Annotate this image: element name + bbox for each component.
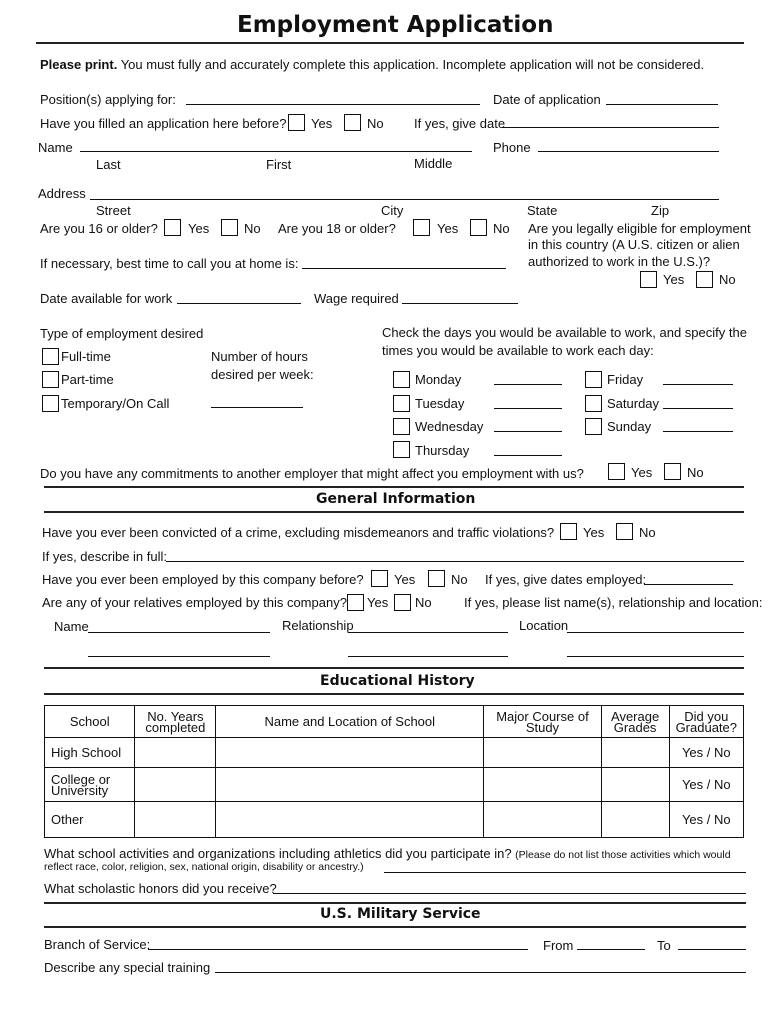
relatives-no-checkbox[interactable] bbox=[394, 594, 411, 611]
age18-label: Are you 18 or older? bbox=[278, 221, 396, 236]
employed-before-no-checkbox[interactable] bbox=[428, 570, 445, 587]
row-school-line-1: College or bbox=[51, 771, 111, 787]
row-graduate-cell[interactable]: Yes / No bbox=[669, 768, 743, 802]
branch-field[interactable] bbox=[148, 949, 528, 950]
phone-label: Phone bbox=[493, 140, 531, 155]
wage-field[interactable] bbox=[402, 303, 518, 304]
location-label: Location bbox=[519, 618, 569, 633]
header-graduate-line-1: Did you bbox=[684, 708, 729, 724]
activities-note-1: (Please do not list those activities which would bbox=[515, 849, 731, 861]
date-field[interactable] bbox=[606, 104, 718, 105]
row-major-cell[interactable] bbox=[484, 768, 601, 802]
row-school-line-2: University bbox=[51, 782, 109, 798]
header-major bbox=[484, 706, 601, 738]
legal-yes-label: Yes bbox=[663, 272, 685, 287]
date-label: Date of application bbox=[493, 92, 601, 107]
intro-text bbox=[40, 58, 704, 71]
intro-body: You must fully and accurately complete this application. Incomplete application will not be considered. bbox=[120, 57, 705, 72]
header-school: School bbox=[45, 706, 135, 738]
last-caption: Last bbox=[96, 157, 121, 172]
filled-before-yes-label: Yes bbox=[311, 116, 333, 131]
convicted-yes-checkbox[interactable] bbox=[560, 523, 577, 540]
commitments-label: Do you have any commitments to another employer that might affect you employment with us? bbox=[40, 466, 584, 481]
saturday-times-field[interactable] bbox=[663, 408, 733, 409]
sunday-checkbox[interactable] bbox=[585, 418, 602, 435]
employed-before-yes-label: Yes bbox=[394, 572, 416, 587]
header-graduate-line-2: Graduate? bbox=[675, 719, 737, 735]
position-field[interactable] bbox=[186, 104, 480, 105]
describe-label: If yes, describe in full: bbox=[42, 549, 167, 564]
military-heading: U.S. Military Service bbox=[320, 906, 481, 922]
phone-field[interactable] bbox=[538, 151, 719, 152]
commitments-no-checkbox[interactable] bbox=[664, 463, 681, 480]
location-field[interactable] bbox=[567, 632, 744, 633]
header-average-line-1: Average bbox=[611, 708, 660, 724]
monday-times-field[interactable] bbox=[494, 384, 562, 385]
activities-label bbox=[44, 847, 731, 861]
commitments-no-label: No bbox=[687, 465, 704, 480]
wednesday-times-field[interactable] bbox=[494, 431, 562, 432]
row-school-label: Other bbox=[45, 802, 135, 838]
row-graduate-cell[interactable]: Yes / No bbox=[669, 802, 743, 838]
saturday-checkbox[interactable] bbox=[585, 395, 602, 412]
employed-before-no-label: No bbox=[451, 572, 468, 587]
address-field[interactable] bbox=[90, 199, 719, 200]
position-label: Position(s) applying for: bbox=[40, 92, 176, 107]
row-years-cell[interactable] bbox=[135, 768, 216, 802]
age16-yes-checkbox[interactable] bbox=[164, 219, 181, 236]
educational-rule-top bbox=[44, 667, 744, 669]
employed-before-yes-checkbox[interactable] bbox=[371, 570, 388, 587]
row-name-location-cell[interactable] bbox=[216, 738, 484, 768]
row-name-location-cell[interactable] bbox=[216, 768, 484, 802]
relatives-yes-checkbox[interactable] bbox=[347, 594, 364, 611]
employed-before-label: Have you ever been employed by this company before? bbox=[42, 572, 364, 587]
fulltime-checkbox[interactable] bbox=[42, 348, 59, 365]
convicted-no-checkbox[interactable] bbox=[616, 523, 633, 540]
row-graduate-cell[interactable]: Yes / No bbox=[669, 738, 743, 768]
best-time-field[interactable] bbox=[302, 268, 506, 269]
tuesday-label: Tuesday bbox=[415, 396, 465, 411]
activities-note-2: reflect race, color, religion, sex, national origin, disability or ancestry.) bbox=[44, 861, 364, 873]
row-average-cell[interactable] bbox=[601, 738, 669, 768]
filled-before-no-checkbox[interactable] bbox=[344, 114, 361, 131]
state-caption: State bbox=[527, 203, 558, 218]
friday-times-field[interactable] bbox=[663, 384, 733, 385]
hours-label-2: desired per week: bbox=[211, 367, 314, 382]
convicted-label: Have you ever been convicted of a crime, excluding misdemeanors and traffic violations? bbox=[42, 525, 555, 540]
header-average-line-2: Grades bbox=[613, 719, 657, 735]
tuesday-checkbox[interactable] bbox=[393, 395, 410, 412]
commitments-yes-checkbox[interactable] bbox=[608, 463, 625, 480]
legal-line-2: in this country (A U.S. citizen or alien bbox=[528, 237, 740, 252]
age18-no-checkbox[interactable] bbox=[470, 219, 487, 236]
thursday-times-field[interactable] bbox=[494, 455, 562, 456]
tuesday-times-field[interactable] bbox=[494, 408, 562, 409]
wage-label: Wage required bbox=[314, 291, 399, 306]
zip-caption: Zip bbox=[651, 203, 670, 218]
days-instructions-1: Check the days you would be available to work, and specify the bbox=[382, 325, 747, 340]
row-major-cell[interactable] bbox=[484, 802, 601, 838]
table-row bbox=[45, 802, 744, 838]
title-rule bbox=[36, 42, 744, 44]
type-label: Type of employment desired bbox=[40, 326, 204, 341]
relative-name-field-2[interactable] bbox=[88, 656, 270, 657]
education-header-row bbox=[45, 706, 744, 738]
military-rule-top bbox=[44, 902, 746, 904]
best-time-label: If necessary, best time to call you at home is: bbox=[40, 256, 299, 271]
date-available-field[interactable] bbox=[177, 303, 301, 304]
branch-label: Branch of Service: bbox=[44, 937, 151, 952]
age18-yes-checkbox[interactable] bbox=[413, 219, 430, 236]
age16-no-label: No bbox=[244, 221, 261, 236]
education-table bbox=[44, 705, 744, 838]
wednesday-label: Wednesday bbox=[415, 419, 484, 434]
sunday-label: Sunday bbox=[607, 419, 652, 434]
address-label: Address bbox=[38, 186, 86, 201]
name-field[interactable] bbox=[80, 151, 472, 152]
friday-label: Friday bbox=[607, 372, 644, 387]
general-heading: General Information bbox=[316, 491, 476, 507]
to-field[interactable] bbox=[678, 949, 746, 950]
table-row bbox=[45, 738, 744, 768]
relatives-list-label: If yes, please list name(s), relationship and location: bbox=[464, 595, 763, 610]
legal-line-1: Are you legally eligible for employment bbox=[528, 221, 751, 236]
parttime-label: Part-time bbox=[61, 372, 114, 387]
header-years-line-1: No. Years bbox=[147, 708, 204, 724]
activities-field[interactable] bbox=[384, 872, 746, 873]
row-name-location-cell[interactable] bbox=[216, 802, 484, 838]
age16-label: Are you 16 or older? bbox=[40, 221, 158, 236]
middle-caption: Middle bbox=[414, 156, 453, 171]
thursday-label: Thursday bbox=[415, 443, 470, 458]
honors-label: What scholastic honors did you receive? bbox=[44, 881, 277, 896]
temporary-label: Temporary/On Call bbox=[61, 396, 170, 411]
dates-employed-label: If yes, give dates employed: bbox=[485, 572, 647, 587]
header-major-line-1: Major Course of bbox=[496, 708, 589, 724]
table-row bbox=[45, 768, 744, 802]
hours-field[interactable] bbox=[211, 407, 303, 408]
header-major-line-2: Study bbox=[525, 719, 560, 735]
row-average-cell[interactable] bbox=[601, 802, 669, 838]
parttime-checkbox[interactable] bbox=[42, 371, 59, 388]
convicted-no-label: No bbox=[639, 525, 656, 540]
training-label: Describe any special training bbox=[44, 960, 211, 975]
relationship-label: Relationship bbox=[282, 618, 354, 633]
days-instructions-2: times you would be available to work each day: bbox=[382, 343, 654, 358]
row-years-cell[interactable] bbox=[135, 738, 216, 768]
legal-line-3: authorized to work in the U.S.)? bbox=[528, 254, 711, 269]
header-years-line-2: completed bbox=[145, 719, 206, 735]
saturday-label: Saturday bbox=[607, 396, 660, 411]
from-field[interactable] bbox=[577, 949, 645, 950]
date-available-label: Date available for work bbox=[40, 291, 173, 306]
honors-field[interactable] bbox=[273, 893, 746, 894]
location-field-2[interactable] bbox=[567, 656, 744, 657]
age16-no-checkbox[interactable] bbox=[221, 219, 238, 236]
page-title: Employment Application bbox=[237, 12, 554, 38]
relatives-yes-label: Yes bbox=[367, 595, 389, 610]
legal-no-label: No bbox=[719, 272, 736, 287]
dates-employed-field[interactable] bbox=[644, 584, 733, 585]
temporary-checkbox[interactable] bbox=[42, 395, 59, 412]
educational-heading: Educational History bbox=[320, 673, 475, 689]
friday-checkbox[interactable] bbox=[585, 371, 602, 388]
header-name-location: Name and Location of School bbox=[216, 706, 484, 738]
educational-rule-bottom bbox=[44, 693, 744, 695]
header-years bbox=[135, 706, 216, 738]
row-major-cell[interactable] bbox=[484, 738, 601, 768]
if-yes-date-label: If yes, give date bbox=[414, 116, 506, 131]
relatives-label: Are any of your relatives employed by this company? bbox=[42, 595, 347, 610]
legal-yes-checkbox[interactable] bbox=[640, 271, 657, 288]
legal-no-checkbox[interactable] bbox=[696, 271, 713, 288]
activities-question: What school activities and organizations including athletics did you participate in? bbox=[44, 846, 512, 861]
header-graduate bbox=[669, 706, 743, 738]
fulltime-label: Full-time bbox=[61, 349, 111, 364]
filled-before-label: Have you filled an application here before? bbox=[40, 116, 287, 131]
from-label: From bbox=[543, 938, 574, 953]
wednesday-checkbox[interactable] bbox=[393, 418, 410, 435]
filled-before-yes-checkbox[interactable] bbox=[288, 114, 305, 131]
convicted-yes-label: Yes bbox=[583, 525, 605, 540]
row-years-cell[interactable] bbox=[135, 802, 216, 838]
general-rule-bottom bbox=[44, 511, 744, 513]
city-caption: City bbox=[381, 203, 404, 218]
commitments-yes-label: Yes bbox=[631, 465, 653, 480]
age18-no-label: No bbox=[493, 221, 510, 236]
relative-name-label: Name bbox=[54, 619, 89, 634]
intro-bold: Please print. bbox=[40, 57, 118, 72]
header-average bbox=[601, 706, 669, 738]
age18-yes-label: Yes bbox=[437, 221, 459, 236]
to-label: To bbox=[657, 938, 671, 953]
relatives-no-label: No bbox=[415, 595, 432, 610]
row-average-cell[interactable] bbox=[601, 768, 669, 802]
describe-field[interactable] bbox=[166, 561, 744, 562]
name-label: Name bbox=[38, 140, 73, 155]
if-yes-date-field[interactable] bbox=[502, 127, 719, 128]
row-school-label: High School bbox=[45, 738, 135, 768]
relationship-field-2[interactable] bbox=[348, 656, 508, 657]
monday-checkbox[interactable] bbox=[393, 371, 410, 388]
relative-name-field[interactable] bbox=[88, 632, 270, 633]
first-caption: First bbox=[266, 157, 292, 172]
age16-yes-label: Yes bbox=[188, 221, 210, 236]
row-school-label bbox=[45, 768, 135, 802]
sunday-times-field[interactable] bbox=[663, 431, 733, 432]
military-rule-bottom bbox=[44, 926, 746, 928]
filled-before-no-label: No bbox=[367, 116, 384, 131]
monday-label: Monday bbox=[415, 372, 462, 387]
training-field[interactable] bbox=[215, 972, 746, 973]
hours-label-1: Number of hours bbox=[211, 349, 308, 364]
relationship-field[interactable] bbox=[348, 632, 508, 633]
general-rule-top bbox=[44, 486, 744, 488]
street-caption: Street bbox=[96, 203, 131, 218]
thursday-checkbox[interactable] bbox=[393, 441, 410, 458]
